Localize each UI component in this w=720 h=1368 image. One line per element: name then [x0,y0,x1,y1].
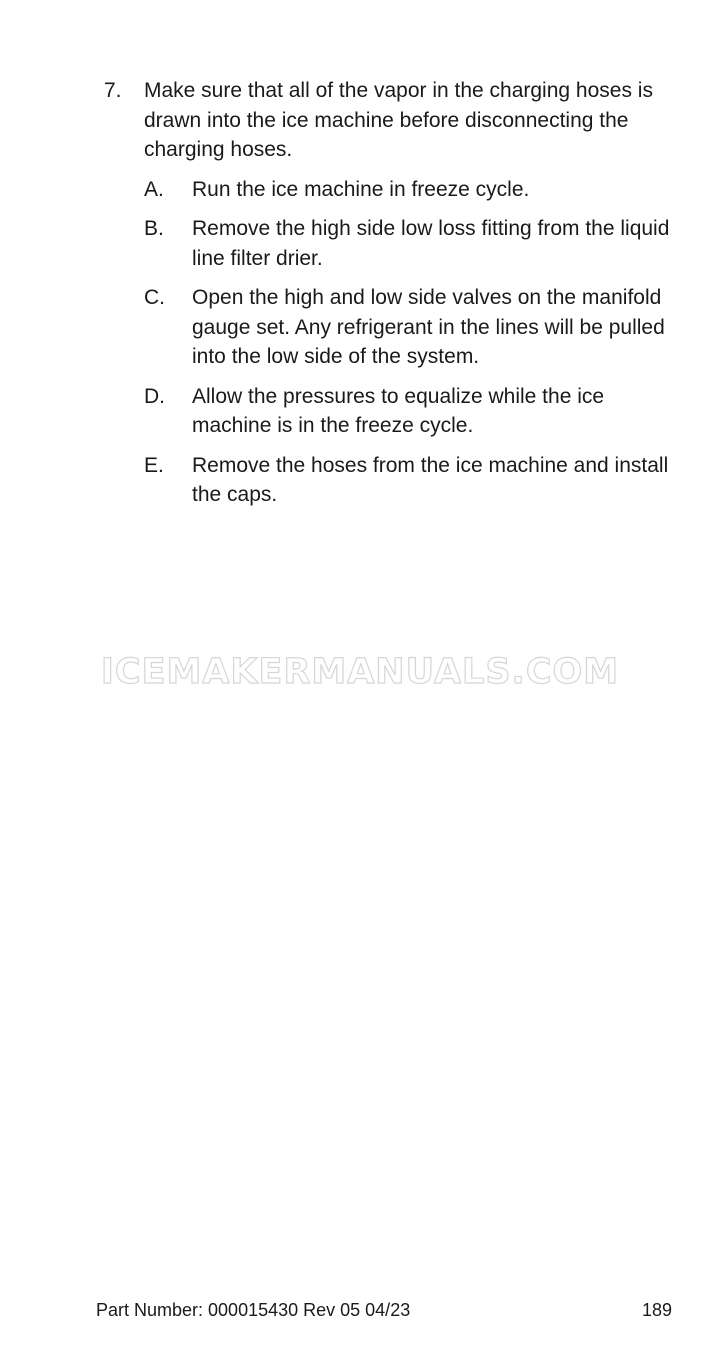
substep-letter: D. [144,384,165,408]
procedure-step-7 [104,76,674,520]
step-text: Make sure that all of the vapor in the charging hoses is drawn into the ice machine before disconnecting the charging hoses. [144,79,653,161]
substep-text: Open the high and low side valves on the manifold gauge set. Any refrigerant in the lines will be pulled into the low side of the system. [192,286,665,368]
footer-page-number: 189 [641,1300,672,1320]
substep-text: Allow the pressures to equalize while the ice machine is in the freeze cycle. [192,384,605,437]
footer-part-number: Part Number: 000015430 Rev 05 04/23 [96,1300,411,1320]
step-number: 7. [104,79,122,102]
substep-letter: C. [144,286,165,309]
substep-letter: B. [144,217,164,240]
substep-text: Remove the high side low loss fitting from the liquid line filter drier. [192,217,670,270]
substep-text: Run the ice machine in freeze cycle. [192,177,530,201]
substep-a [144,175,674,205]
substep-b [144,214,674,273]
substep-d [144,382,674,441]
substep-letter: A. [144,177,164,201]
substep-text: Remove the hoses from the ice machine and install the caps. [192,453,669,506]
substep-c [144,283,674,372]
substep-letter: E. [144,453,164,477]
substep-list [144,175,674,510]
substep-e [144,451,674,510]
watermark: ICEMAKERMANUALS.COM [100,652,620,692]
